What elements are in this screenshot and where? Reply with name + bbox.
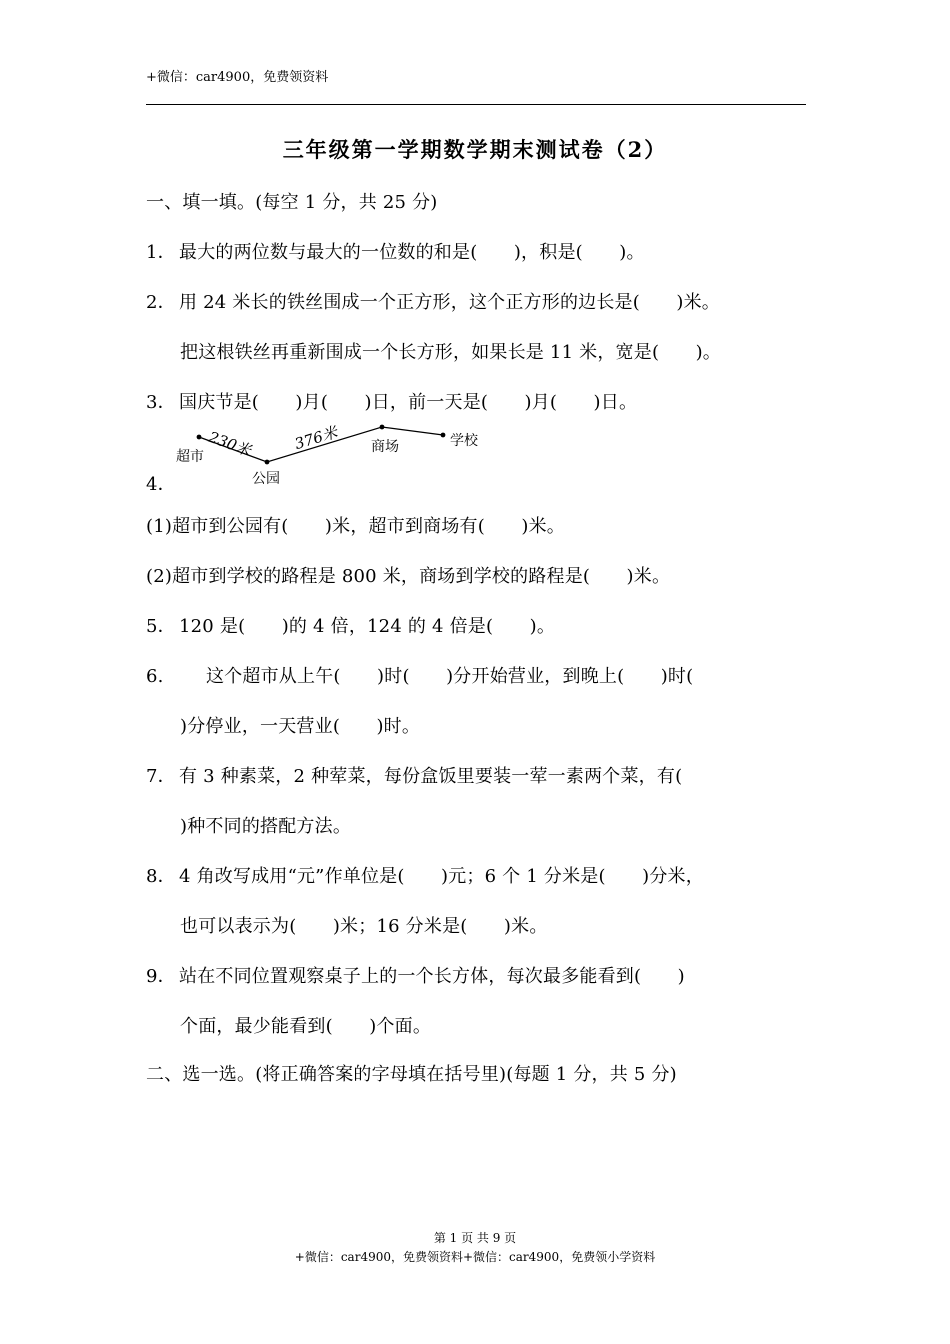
distance-label-1: 230米 <box>206 427 254 460</box>
section1-heading: 一、填一填。(每空 1 分，共 25 分) <box>146 192 438 213</box>
question-text: 120 是( )的 4 倍，124 的 4 倍是( )。 <box>179 616 556 637</box>
section2-heading: 二、选一选。(将正确答案的字母填在括号里)(每题 1 分，共 5 分) <box>146 1064 677 1085</box>
question-2 <box>146 288 720 314</box>
question-number: 6. <box>146 666 164 687</box>
mall-label: 商场 <box>371 439 399 455</box>
question-text: 4 角改写成用“元”作单位是( )元；6 个 1 分米是( )分米， <box>179 866 704 887</box>
question-6-continued: )分停业，一天营业( )时。 <box>180 716 421 737</box>
question-number: 9． <box>146 966 176 987</box>
school-dot <box>441 433 446 438</box>
supermarket-dot <box>197 435 202 440</box>
question-4-part-2: (2)超市到学校的路程是 800 米，商场到学校的路程是( )米。 <box>146 566 671 587</box>
park-dot <box>265 460 270 465</box>
question-3 <box>146 388 637 414</box>
question-number: 7． <box>146 766 176 787</box>
route-diagram <box>170 420 500 495</box>
question-text: 国庆节是( )月( )日，前一天是( )月( )日。 <box>179 392 638 413</box>
question-9-continued: 个面，最少能看到( )个面。 <box>180 1016 432 1037</box>
question-number: 5． <box>146 616 176 637</box>
question-7 <box>146 762 682 788</box>
park-label: 公园 <box>252 471 280 487</box>
question-1 <box>146 238 645 264</box>
school-label: 学校 <box>450 433 478 449</box>
question-number: 3． <box>146 392 176 413</box>
page-number: 第 1 页 共 9 页 <box>433 1231 517 1245</box>
question-8 <box>146 862 704 888</box>
question-5 <box>146 612 555 638</box>
question-number: 8． <box>146 866 176 887</box>
question-text: 用 24 米长的铁丝围成一个正方形，这个正方形的边长是( )米。 <box>179 292 720 313</box>
question-text: 站在不同位置观察桌子上的一个长方体，每次最多能看到( ) <box>179 966 685 987</box>
question-8-continued: 也可以表示为( )米；16 分米是( )米。 <box>180 916 548 937</box>
question-2-continued: 把这根铁丝再重新围成一个长方形，如果长是 11 米，宽是( )。 <box>180 342 721 363</box>
header-divider <box>146 104 806 105</box>
question-7-continued: )种不同的搭配方法。 <box>180 816 352 837</box>
footer-note: +微信：car4900，免费领资料+微信：car4900，免费领小学资料 <box>294 1250 656 1264</box>
header-note: +微信：car4900，免费领资料 <box>146 70 329 85</box>
supermarket-label: 超市 <box>176 449 204 465</box>
question-text: 有 3 种素菜，2 种荤菜，每份盒饭里要装一荤一素两个菜，有( <box>179 766 683 787</box>
question-number: 2． <box>146 292 176 313</box>
page-title: 三年级第一学期数学期末测试卷（2） <box>282 137 668 162</box>
question-text: 这个超市从上午( )时( )分开始营业，到晚上( )时( <box>206 666 694 687</box>
distance-label-2: 376米 <box>292 423 340 454</box>
question-4-part-1: (1)超市到公园有( )米，超市到商场有( )米。 <box>146 516 565 537</box>
mall-dot <box>380 425 385 430</box>
question-number: 1． <box>146 242 176 263</box>
question-text: 最大的两位数与最大的一位数的和是( )，积是( )。 <box>179 242 645 263</box>
question-4-number: 4． <box>146 474 176 495</box>
question-6 <box>146 662 693 688</box>
question-9 <box>146 962 685 988</box>
